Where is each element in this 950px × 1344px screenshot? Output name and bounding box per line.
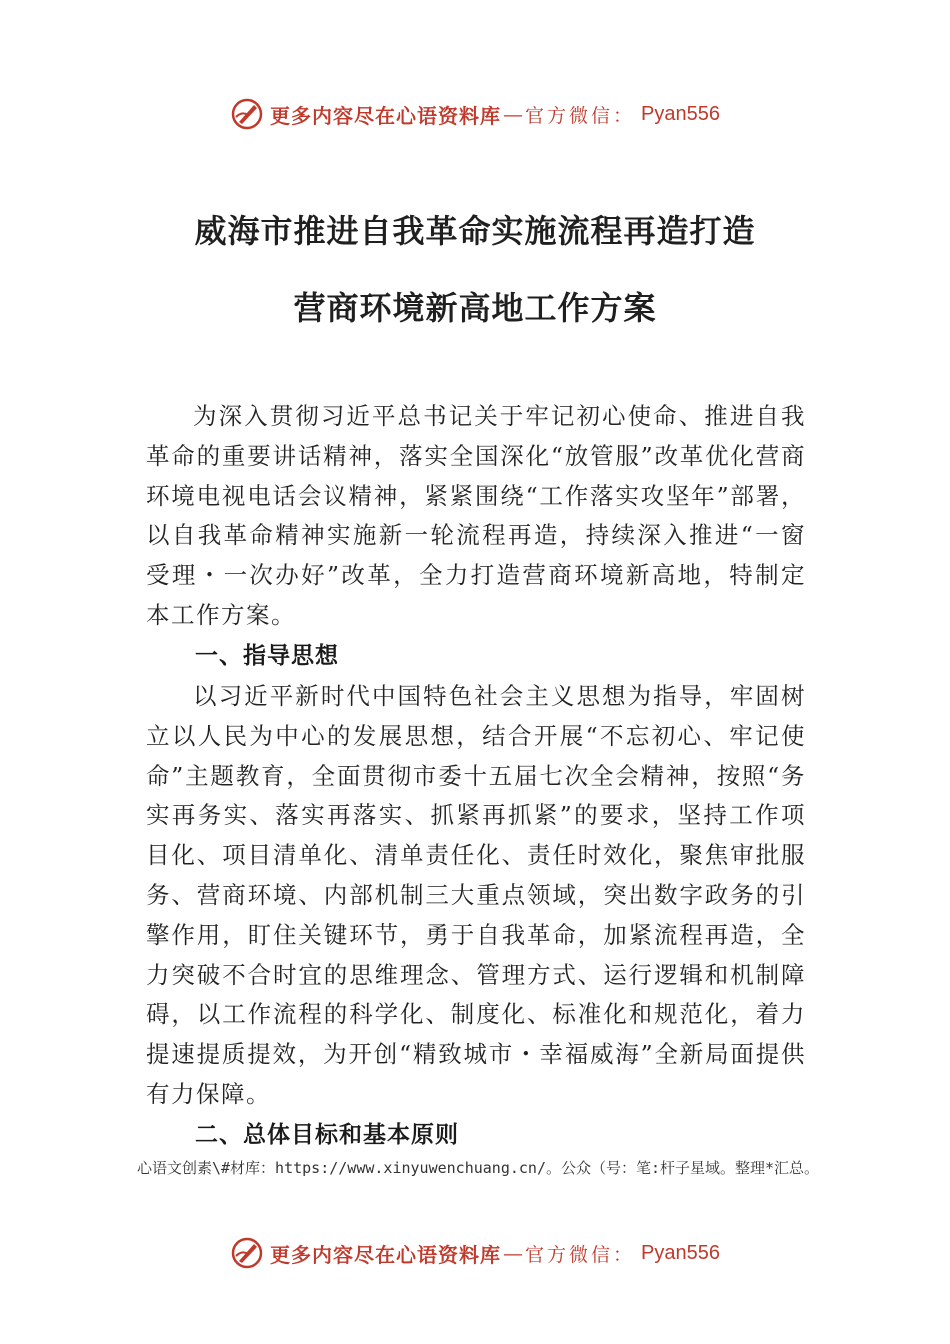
footer-banner: [0, 1231, 950, 1275]
banner-dash: —: [503, 102, 523, 126]
banner-wechat-id: Pyan556: [641, 102, 720, 125]
pen-logo-icon: [230, 1236, 264, 1270]
banner-dash: —: [503, 1241, 523, 1265]
section1-heading: 一、指导思想: [195, 643, 339, 669]
pen-logo-icon: [230, 97, 264, 131]
document-title-line1: 威海市推进自我革命实施流程再造打造: [194, 212, 756, 250]
banner-official-label: 官方微信：: [525, 104, 636, 127]
banner-official-label: 官方微信：: [525, 1243, 636, 1266]
section1-paragraph: 以习近平新时代中国特色社会主义思想为指导，牢固树立以人民为中心的发展思想，结合开展“不忘初心、牢记使命”主题教育，全面贯彻市委十五届七次全会精神，按照“务实再务实、落实再落实、抓紧再抓紧”的要求，坚持工作项目化、项目清单化、清单责任化、责任时效化，聚焦审批服务、营商环境、内部机制三大重点领域，突出数字政务的引擎作用，盯住关键环节，勇于自我革命，加紧流程再造，全力突破不合时宜的思维理念、管理方式、运行逻辑和机制障碍，以工作流程的科学化、制度化、标准化和规范化，着力提速提质提效，为开创“精致城市・幸福威海”全新局面提供有力保障。: [146, 682, 806, 1108]
banner-library-text: 更多内容尽在心语资料库: [270, 1242, 501, 1267]
document-title-line2: 营商环境新高地工作方案: [293, 289, 657, 327]
footer-note: 心语文创素\#材库：https://www.xinyuwenchuang.cn/。公众（号：笔:杆子星域。整理*汇总。: [137, 1159, 820, 1177]
intro-paragraph: 为深入贯彻习近平总书记关于牢记初心使命、推进自我革命的重要讲话精神，落实全国深化“放管服”改革优化营商环境电视电话会议精神，紧紧围绕“工作落实攻坚年”部署，以自我革命精神实施新一轮流程再造，持续深入推进“一窗受理・一次办好”改革，全力打造营商环境新高地，特制定本工作方案。: [146, 402, 806, 629]
header-banner: [0, 92, 950, 136]
banner-library-text: 更多内容尽在心语资料库: [270, 103, 501, 128]
banner-wechat-id: Pyan556: [641, 1241, 720, 1264]
section2-heading: 二、总体目标和基本原则: [195, 1122, 459, 1148]
